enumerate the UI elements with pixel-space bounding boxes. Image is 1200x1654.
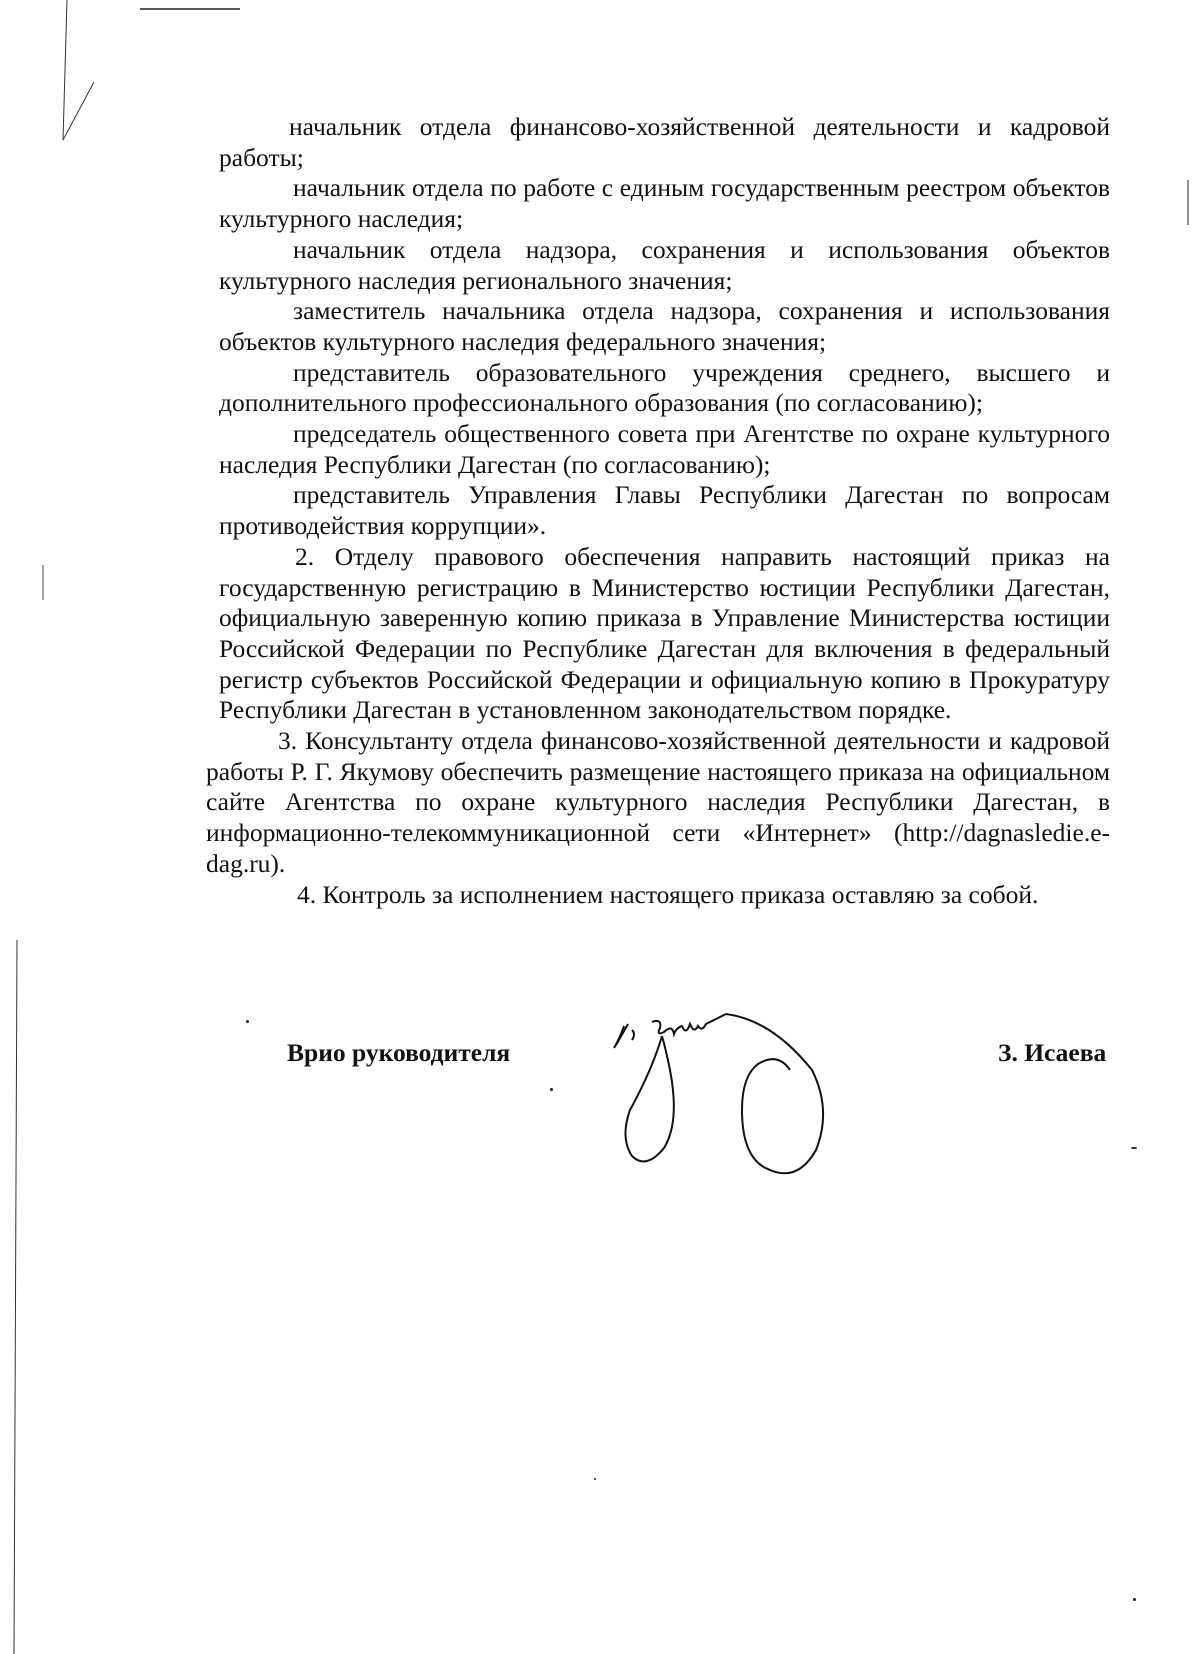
clause-2: 2. Отделу правового обеспечения направить настоящий приказ на государственную регистрацию в Министерство юстиции Республики Дагестан, официальную заверенную копию приказа в Управление Министерства юстиции Российской Федерации по Республике Дагестан для включения в федеральный регистр субъектов Российской Федерации и официальную копию в Прокуратуру Республики Дагестан в установленном законодательством порядке. [219, 541, 1110, 725]
scan-speck [1133, 1598, 1136, 1601]
member-item: председатель общественного совета при Агентстве по охране культурного наследия Республики Дагестан (по согласованию); [219, 419, 1110, 479]
member-item: представитель образовательного учреждения среднего, высшего и дополнительного профессионального образования (по согласованию); [219, 357, 1110, 418]
scan-speck [550, 1088, 553, 1091]
member-item: начальник отдела по работе с единым государственным реестром объектов культурного наследия; [219, 173, 1110, 234]
scan-speck [594, 1478, 596, 1480]
member-item: начальник отдела финансово-хозяйственной деятельности и кадровой работы; [219, 112, 1110, 172]
handwritten-signature [602, 1010, 862, 1180]
signatory-title: Врио руководителя [287, 1038, 511, 1067]
scan-speck [246, 1020, 249, 1023]
member-item: заместитель начальника отдела надзора, сохранения и использования объектов культурного наследия федерального значения; [219, 296, 1110, 356]
member-item: начальник отдела надзора, сохранения и использования объектов культурного наследия регионального значения; [219, 234, 1110, 295]
signatory-name: З. Исаева [998, 1038, 1107, 1067]
member-item: представитель Управления Главы Республики Дагестан по вопросам противодействия коррупции». [219, 480, 1110, 541]
scan-speck [1131, 1147, 1137, 1149]
clause-3: 3. Консультанту отдела финансово-хозяйственной деятельности и кадровой работы Р. Г. Якумову обеспечить размещение настоящего приказа на официальном сайте Агентства по охране культурного наследия Республики Дагестан, в информационно-телекоммуникационной сети «Интернет» (http://dagnasledie.e-dag.ru). [206, 726, 1110, 878]
document-body [206, 112, 1110, 910]
clause-4: 4. Контроль за исполнением настоящего приказа оставляю за собой. [297, 879, 1039, 909]
